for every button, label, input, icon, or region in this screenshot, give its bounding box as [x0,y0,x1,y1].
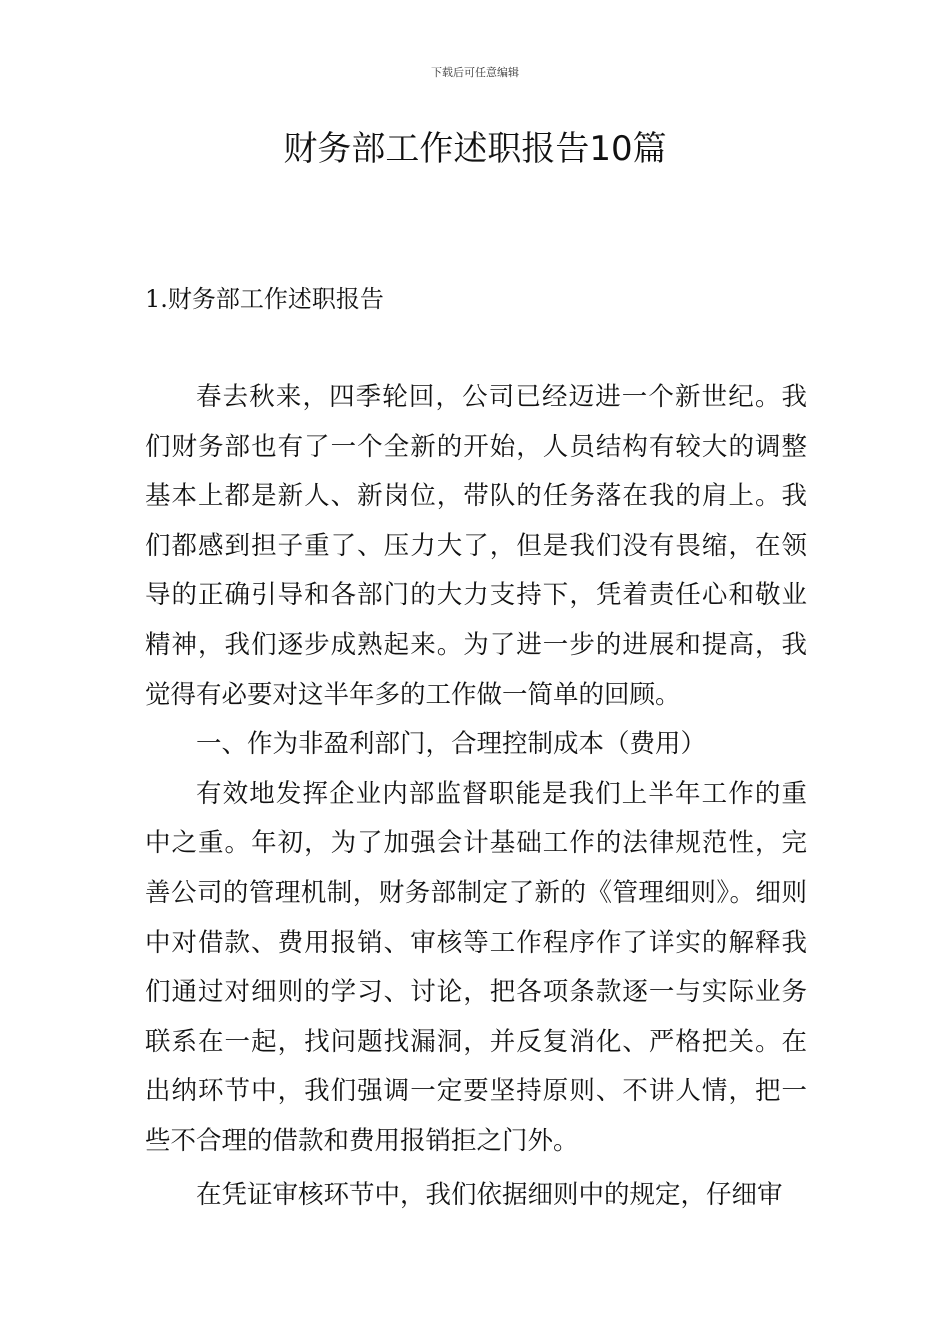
header-note: 下载后可任意编辑 [431,66,519,79]
document-title: 财务部工作述职报告10篇 [283,129,667,169]
paragraph-intro: 春去秋来，四季轮回，公司已经迈进一个新世纪。我们财务部也有了一个全新的开始，人员结构有较大的调整基本上都是新人、新岗位，带队的任务落在我的肩上。我们都感到担子重了、压力大了，但是我们没有畏缩，在领导的正确引导和各部门的大力支持下，凭着责任心和敬业精神，我们逐步成熟起来。为了进一步的进展和提高，我觉得有必要对这半年多的工作做一简单的回顾。 [145,382,807,710]
paragraph-supervision: 有效地发挥企业内部监督职能是我们上半年工作的重中之重。年初，为了加强会计基础工作的法律规范性，完善公司的管理机制，财务部制定了新的《管理细则》。细则中对借款、费用报销、审核等工作程序作了详实的解释我们通过对细则的学习、讨论，把各项条款逐一与实际业务联系在一起，找问题找漏洞，并反复消化、严格把关。在出纳环节中，我们强调一定要坚持原则、不讲人情，把一些不合理的借款和费用报销拒之门外。 [145,778,807,1156]
document-body [145,373,807,1220]
paragraph-subheading: 一、作为非盈利部门，合理控制成本（费用） [196,729,707,760]
paragraph-voucher-review: 在凭证审核环节中，我们依据细则中的规定，仔细审 [196,1179,783,1210]
section-heading: 1.财务部工作述职报告 [145,285,384,313]
